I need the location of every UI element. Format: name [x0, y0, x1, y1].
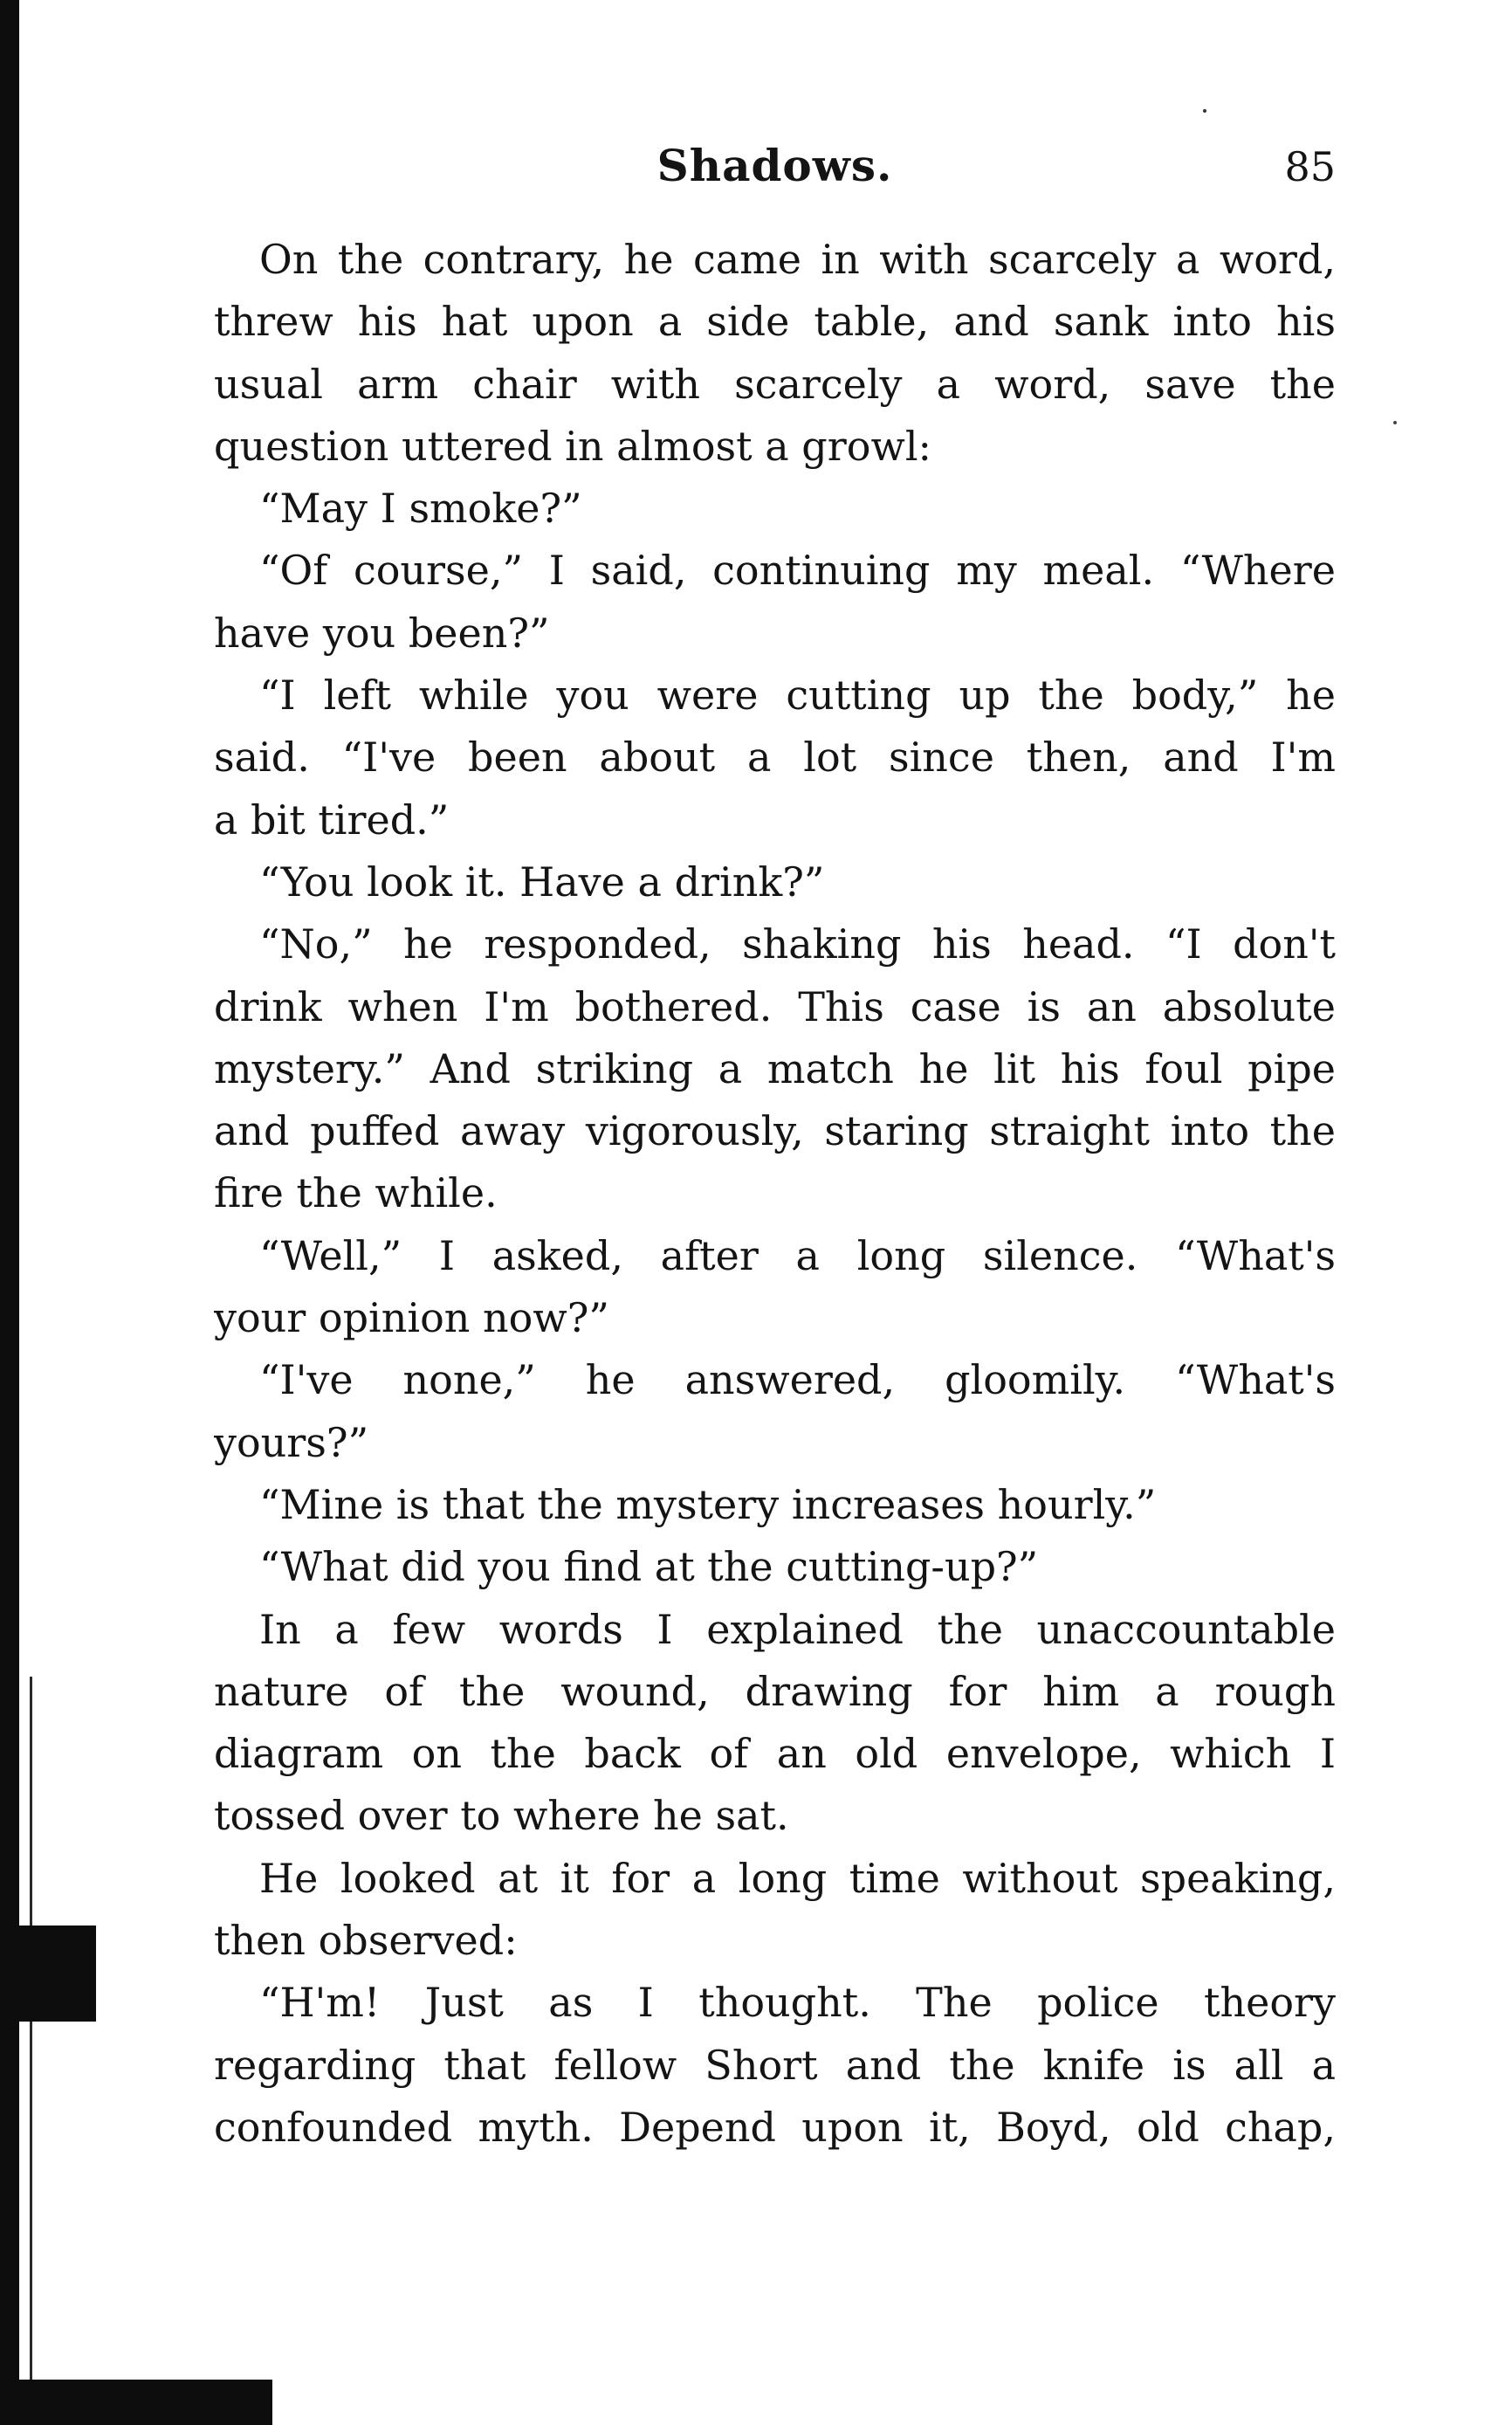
text-line: “You look it. Have a drink?” — [259, 858, 825, 906]
binding-line — [30, 1677, 32, 2425]
text-line: “H'm! Just as I thought. The police theory — [259, 1979, 1336, 2027]
text-line: “No,” he responded, shaking his head. “I don't — [259, 920, 1336, 968]
text-line: drink when I'm bothered. This case is an absolute — [214, 982, 1336, 1030]
text-line: your opinion now?” — [214, 1294, 609, 1342]
scan-shadow-bar — [19, 2380, 272, 2425]
text-line: and puffed away vigorously, staring straight into the — [214, 1107, 1336, 1155]
text-line: then observed: — [214, 1917, 518, 1965]
text-line: nature of the wound, drawing for him a rough — [214, 1667, 1336, 1715]
text-line: “What did you find at the cutting-up?” — [259, 1543, 1039, 1591]
running-title: Shadows. — [656, 140, 893, 191]
text-line: “I've none,” he answered, gloomily. “What's — [259, 1356, 1336, 1404]
text-line: “Well,” I asked, after a long silence. “What's — [259, 1231, 1336, 1279]
text-line: a bit tired.” — [214, 796, 450, 844]
text-line: confounded myth. Depend upon it, Boyd, old chap, — [214, 2103, 1336, 2151]
text-line: diagram on the back of an old envelope, which I — [214, 1730, 1336, 1778]
text-line: In a few words I explained the unaccountable — [259, 1605, 1336, 1653]
text-line: tossed over to where he sat. — [214, 1792, 789, 1840]
text-line: mystery.” And striking a match he lit his foul pipe — [214, 1044, 1336, 1092]
text-line: threw his hat upon a side table, and sank into his — [214, 298, 1336, 346]
page-number: 85 — [1284, 143, 1336, 190]
text-line: usual arm chair with scarcely a word, save the — [214, 360, 1336, 408]
body-text — [214, 229, 1336, 2159]
binding-mark — [19, 1926, 96, 2022]
text-line: He looked at it for a long time without speaking, — [259, 1854, 1336, 1902]
scan-speck — [1203, 109, 1206, 113]
text-line: have you been?” — [214, 609, 550, 657]
text-line: “I left while you were cutting up the body,” he — [259, 672, 1336, 720]
text-line: regarding that fellow Short and the knife is all a — [214, 2041, 1336, 2089]
running-head — [214, 140, 1336, 210]
scan-speck — [1393, 421, 1397, 424]
text-line: question uttered in almost a growl: — [214, 422, 932, 470]
text-line: yours?” — [214, 1418, 369, 1466]
binding-edge — [0, 0, 19, 2425]
text-line: “Mine is that the mystery increases hourly.” — [259, 1480, 1157, 1528]
text-line: “Of course,” I said, continuing my meal. “Where — [259, 547, 1336, 595]
text-line: “May I smoke?” — [259, 485, 582, 533]
text-line: said. “I've been about a lot since then, and I'm — [214, 734, 1336, 782]
text-line: On the contrary, he came in with scarcely a word, — [259, 236, 1336, 283]
text-line: fire the while. — [214, 1169, 498, 1217]
